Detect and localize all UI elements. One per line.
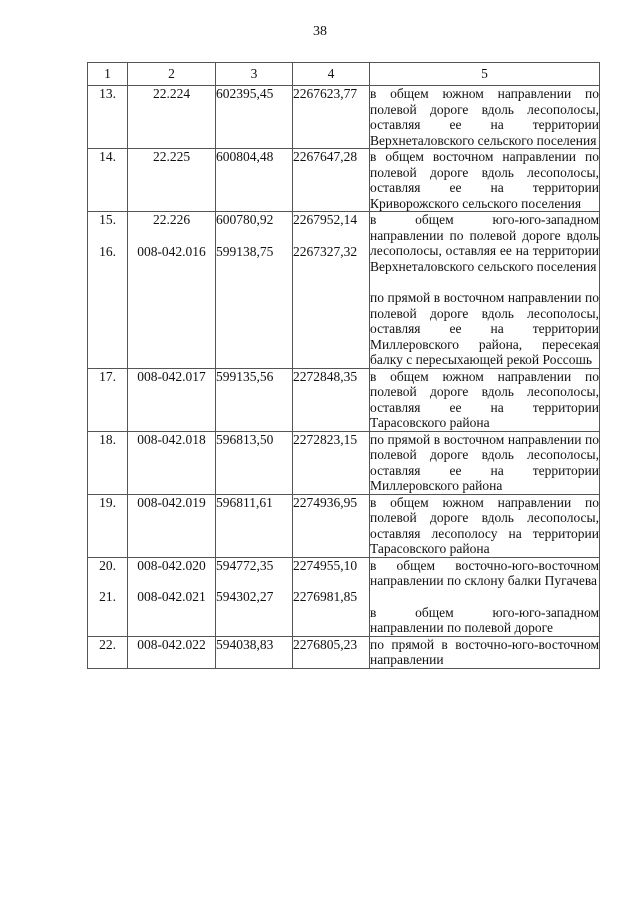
point-id: 008-042.018 bbox=[137, 431, 206, 447]
x-coordinate: 594038,83 bbox=[216, 636, 274, 652]
boundary-description-cell bbox=[370, 494, 600, 557]
x-coordinate: 600804,48 bbox=[216, 149, 274, 164]
row-number: 21. bbox=[99, 589, 116, 604]
table-header-row bbox=[88, 63, 600, 86]
point-id: 008-042.020 bbox=[137, 557, 206, 573]
boundary-description-cell bbox=[370, 431, 600, 494]
y-coordinate: 2272823,15 bbox=[293, 431, 358, 447]
row-number: 14. bbox=[99, 149, 116, 164]
y-coordinate: 2276805,23 bbox=[293, 636, 358, 652]
point-id-cell bbox=[128, 557, 216, 636]
boundary-description-cell bbox=[370, 212, 600, 369]
y-coordinate-cell bbox=[293, 368, 370, 431]
x-coordinate: 600780,92 bbox=[216, 212, 274, 227]
boundary-description: по прямой в восточном направлении по полевой дороге вдоль лесополосы, оставляя ее на территории Миллеровского района, пересекая балку с пересыхающей рекой Россошь bbox=[370, 290, 599, 367]
page-number: 38 bbox=[313, 24, 327, 39]
column-header-1: 1 bbox=[88, 63, 128, 86]
x-coordinate-cell bbox=[216, 431, 293, 494]
x-coordinate-cell bbox=[216, 494, 293, 557]
y-coordinate: 2276981,85 bbox=[293, 589, 358, 604]
boundary-description: в общем восточном направлении по полевой дороге вдоль лесополосы, оставляя ее на территории Криворожского сельского поселения bbox=[370, 149, 599, 211]
x-coordinate-cell bbox=[216, 368, 293, 431]
point-id-cell bbox=[128, 431, 216, 494]
table-row bbox=[88, 212, 600, 369]
x-coordinate-cell bbox=[216, 86, 293, 149]
y-coordinate-cell bbox=[293, 636, 370, 668]
point-id-cell bbox=[128, 212, 216, 369]
column-header-5: 5 bbox=[370, 63, 600, 86]
row-number: 20. bbox=[99, 557, 116, 573]
row-number-cell bbox=[88, 86, 128, 149]
boundary-coordinates-table bbox=[87, 62, 600, 669]
table-row bbox=[88, 368, 600, 431]
point-id-cell bbox=[128, 636, 216, 668]
x-coordinate: 596813,50 bbox=[216, 431, 274, 447]
row-number: 22. bbox=[99, 636, 116, 652]
x-coordinate-cell bbox=[216, 149, 293, 212]
boundary-description-cell bbox=[370, 86, 600, 149]
table-row bbox=[88, 149, 600, 212]
y-coordinate-cell bbox=[293, 86, 370, 149]
y-coordinate-cell bbox=[293, 431, 370, 494]
point-id: 008-042.019 bbox=[137, 494, 206, 510]
row-number-cell bbox=[88, 212, 128, 369]
row-number-cell bbox=[88, 149, 128, 212]
y-coordinate: 2267623,77 bbox=[293, 86, 358, 101]
boundary-description: по прямой в восточно-юго-восточном направлении bbox=[370, 636, 599, 667]
row-number-cell bbox=[88, 557, 128, 636]
y-coordinate: 2267952,14 bbox=[293, 212, 358, 227]
x-coordinate: 594772,35 bbox=[216, 557, 274, 573]
boundary-description: в общем южном направлении по полевой дороге вдоль лесополосы, оставляя лесополосу на территории Тарасовского района bbox=[370, 494, 599, 556]
x-coordinate: 594302,27 bbox=[216, 589, 274, 604]
row-number: 15. bbox=[99, 212, 116, 227]
point-id: 22.226 bbox=[152, 212, 191, 227]
boundary-description: в общем юго-юго-западном направлении по полевой дороге bbox=[370, 604, 599, 635]
point-id: 22.224 bbox=[152, 86, 191, 101]
x-coordinate: 596811,61 bbox=[216, 494, 273, 510]
row-number: 19. bbox=[99, 494, 116, 510]
column-header-3: 3 bbox=[216, 63, 293, 86]
row-number-cell bbox=[88, 636, 128, 668]
boundary-description-cell bbox=[370, 636, 600, 668]
table-body bbox=[88, 86, 600, 669]
table-row bbox=[88, 431, 600, 494]
row-number-cell bbox=[88, 494, 128, 557]
row-number: 18. bbox=[99, 431, 116, 447]
row-number-cell bbox=[88, 368, 128, 431]
point-id: 22.225 bbox=[152, 149, 191, 164]
x-coordinate: 599135,56 bbox=[216, 368, 274, 384]
x-coordinate: 599138,75 bbox=[216, 243, 274, 259]
boundary-description: в общем восточно-юго-восточном направлении по склону балки Пугачева bbox=[370, 557, 599, 588]
row-number-cell bbox=[88, 431, 128, 494]
point-id-cell bbox=[128, 368, 216, 431]
x-coordinate-cell bbox=[216, 212, 293, 369]
point-id-cell bbox=[128, 149, 216, 212]
x-coordinate-cell bbox=[216, 557, 293, 636]
row-number: 13. bbox=[99, 86, 116, 101]
row-number: 16. bbox=[99, 243, 116, 259]
boundary-description-cell bbox=[370, 149, 600, 212]
boundary-description: в общем южном направлении по полевой дороге вдоль лесополосы, оставляя ее на территории Верхнеталовского сельского поселения bbox=[370, 86, 599, 148]
point-id-cell bbox=[128, 86, 216, 149]
point-id: 008-042.021 bbox=[137, 589, 206, 604]
table-row bbox=[88, 557, 600, 636]
column-header-2: 2 bbox=[128, 63, 216, 86]
table-row bbox=[88, 494, 600, 557]
y-coordinate-cell bbox=[293, 557, 370, 636]
table-row bbox=[88, 636, 600, 668]
y-coordinate: 2274936,95 bbox=[293, 494, 358, 510]
y-coordinate: 2267647,28 bbox=[293, 149, 358, 164]
point-id: 008-042.016 bbox=[137, 243, 206, 259]
column-header-4: 4 bbox=[293, 63, 370, 86]
y-coordinate-cell bbox=[293, 212, 370, 369]
x-coordinate: 602395,45 bbox=[216, 86, 274, 101]
y-coordinate: 2267327,32 bbox=[293, 243, 358, 259]
boundary-description: в общем юго-юго-западном направлении по полевой дороге вдоль лесополосы, оставляя ее на территории Верхнеталовского сельского поселения bbox=[370, 212, 599, 274]
boundary-description-cell bbox=[370, 368, 600, 431]
row-number: 17. bbox=[99, 368, 116, 384]
y-coordinate-cell bbox=[293, 494, 370, 557]
y-coordinate-cell bbox=[293, 149, 370, 212]
boundary-description: в общем южном направлении по полевой дороге вдоль лесополосы, оставляя ее на территории Тарасовского района bbox=[370, 368, 599, 430]
point-id: 008-042.017 bbox=[137, 368, 206, 384]
boundary-description: по прямой в восточном направлении по полевой дороге вдоль лесополосы, оставляя ее на территории Миллеровского района bbox=[370, 431, 599, 493]
y-coordinate: 2274955,10 bbox=[293, 557, 358, 573]
y-coordinate: 2272848,35 bbox=[293, 368, 358, 384]
point-id: 008-042.022 bbox=[137, 636, 206, 652]
point-id-cell bbox=[128, 494, 216, 557]
table-row bbox=[88, 86, 600, 149]
x-coordinate-cell bbox=[216, 636, 293, 668]
boundary-description-cell bbox=[370, 557, 600, 636]
